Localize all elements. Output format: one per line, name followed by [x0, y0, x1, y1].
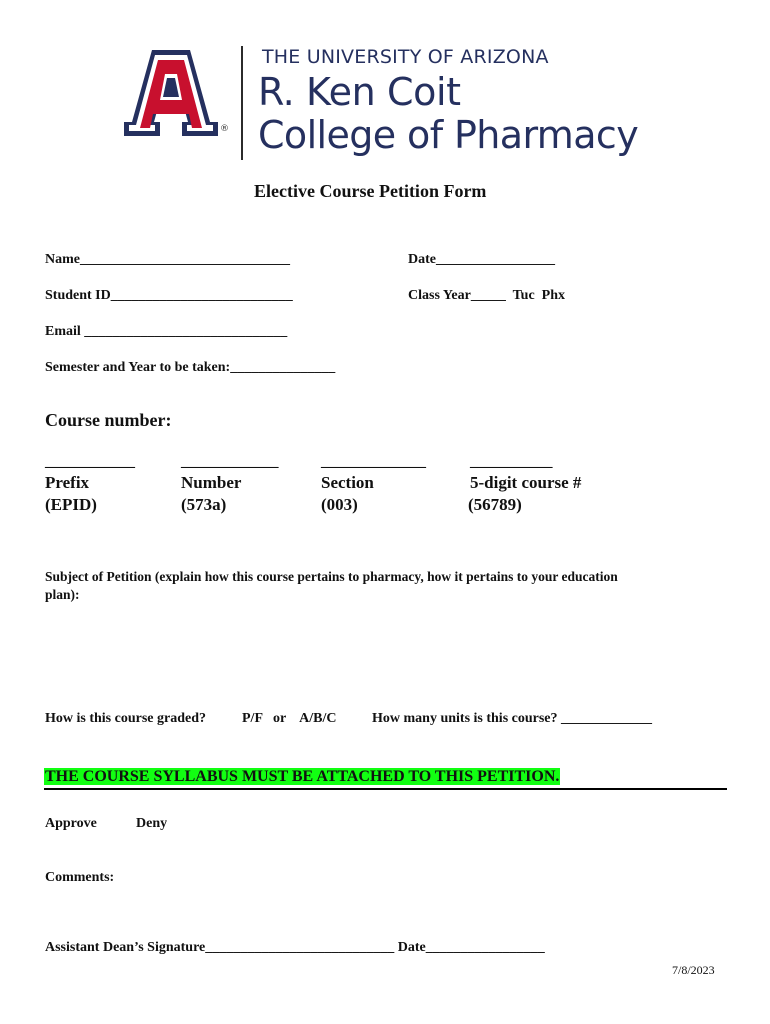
course-code-example: (56789)	[468, 495, 522, 514]
syllabus-banner	[44, 768, 560, 786]
email-field[interactable]: Email _____________________________	[45, 324, 288, 339]
prefix-blank[interactable]: ____________	[45, 454, 135, 470]
name-field[interactable]: Name______________________________	[45, 252, 290, 267]
subject-prompt-line2: plan):	[45, 587, 80, 602]
prefix-label: Prefix	[45, 473, 90, 492]
section-example: (003)	[321, 495, 358, 514]
number-label: Number	[181, 473, 242, 492]
section-blank[interactable]: ______________	[321, 454, 426, 470]
grading-options[interactable]: P/F or A/B/C	[242, 711, 337, 726]
footer-date: 7/8/2023	[672, 963, 715, 977]
prefix-example: (EPID)	[45, 495, 97, 514]
college-name-line2: College of Pharmacy	[258, 113, 639, 157]
grading-question: How is this course graded?	[45, 711, 206, 726]
units-field[interactable]: How many units is this course? _____________	[372, 711, 653, 726]
syllabus-banner-text: THE COURSE SYLLABUS MUST BE ATTACHED TO THIS PETITION.	[45, 768, 560, 785]
logo-divider	[241, 46, 243, 160]
course-code-blank[interactable]: ___________	[470, 454, 553, 470]
semester-field[interactable]: Semester and Year to be taken:_______________	[45, 360, 336, 375]
subject-prompt-line1: Subject of Petition (explain how this course pertains to pharmacy, how it pertains to your education	[45, 569, 618, 584]
deny-option[interactable]: Deny	[136, 816, 168, 831]
form-title: Elective Course Petition Form	[254, 181, 487, 201]
approve-option[interactable]: Approve	[45, 816, 97, 831]
signature-line[interactable]: Assistant Dean’s Signature___________________________ Date_________________	[45, 940, 545, 955]
student-id-field[interactable]: Student ID__________________________	[45, 288, 293, 303]
section-label: Section	[321, 473, 374, 492]
university-a-logo	[122, 48, 220, 138]
number-example: (573a)	[181, 495, 227, 514]
course-code-label: 5-digit course #	[470, 473, 582, 492]
banner-rule	[44, 788, 727, 790]
college-name-line1: R. Ken Coit	[258, 70, 461, 114]
university-name: THE UNIVERSITY OF ARIZONA	[262, 46, 549, 68]
registered-mark: ®	[220, 124, 229, 134]
comments-label: Comments:	[45, 870, 115, 885]
class-year-field[interactable]: Class Year_____ Tuc Phx	[408, 288, 566, 303]
course-number-heading: Course number:	[45, 410, 172, 430]
number-blank[interactable]: _____________	[181, 454, 279, 470]
date-field[interactable]: Date_________________	[408, 252, 555, 267]
